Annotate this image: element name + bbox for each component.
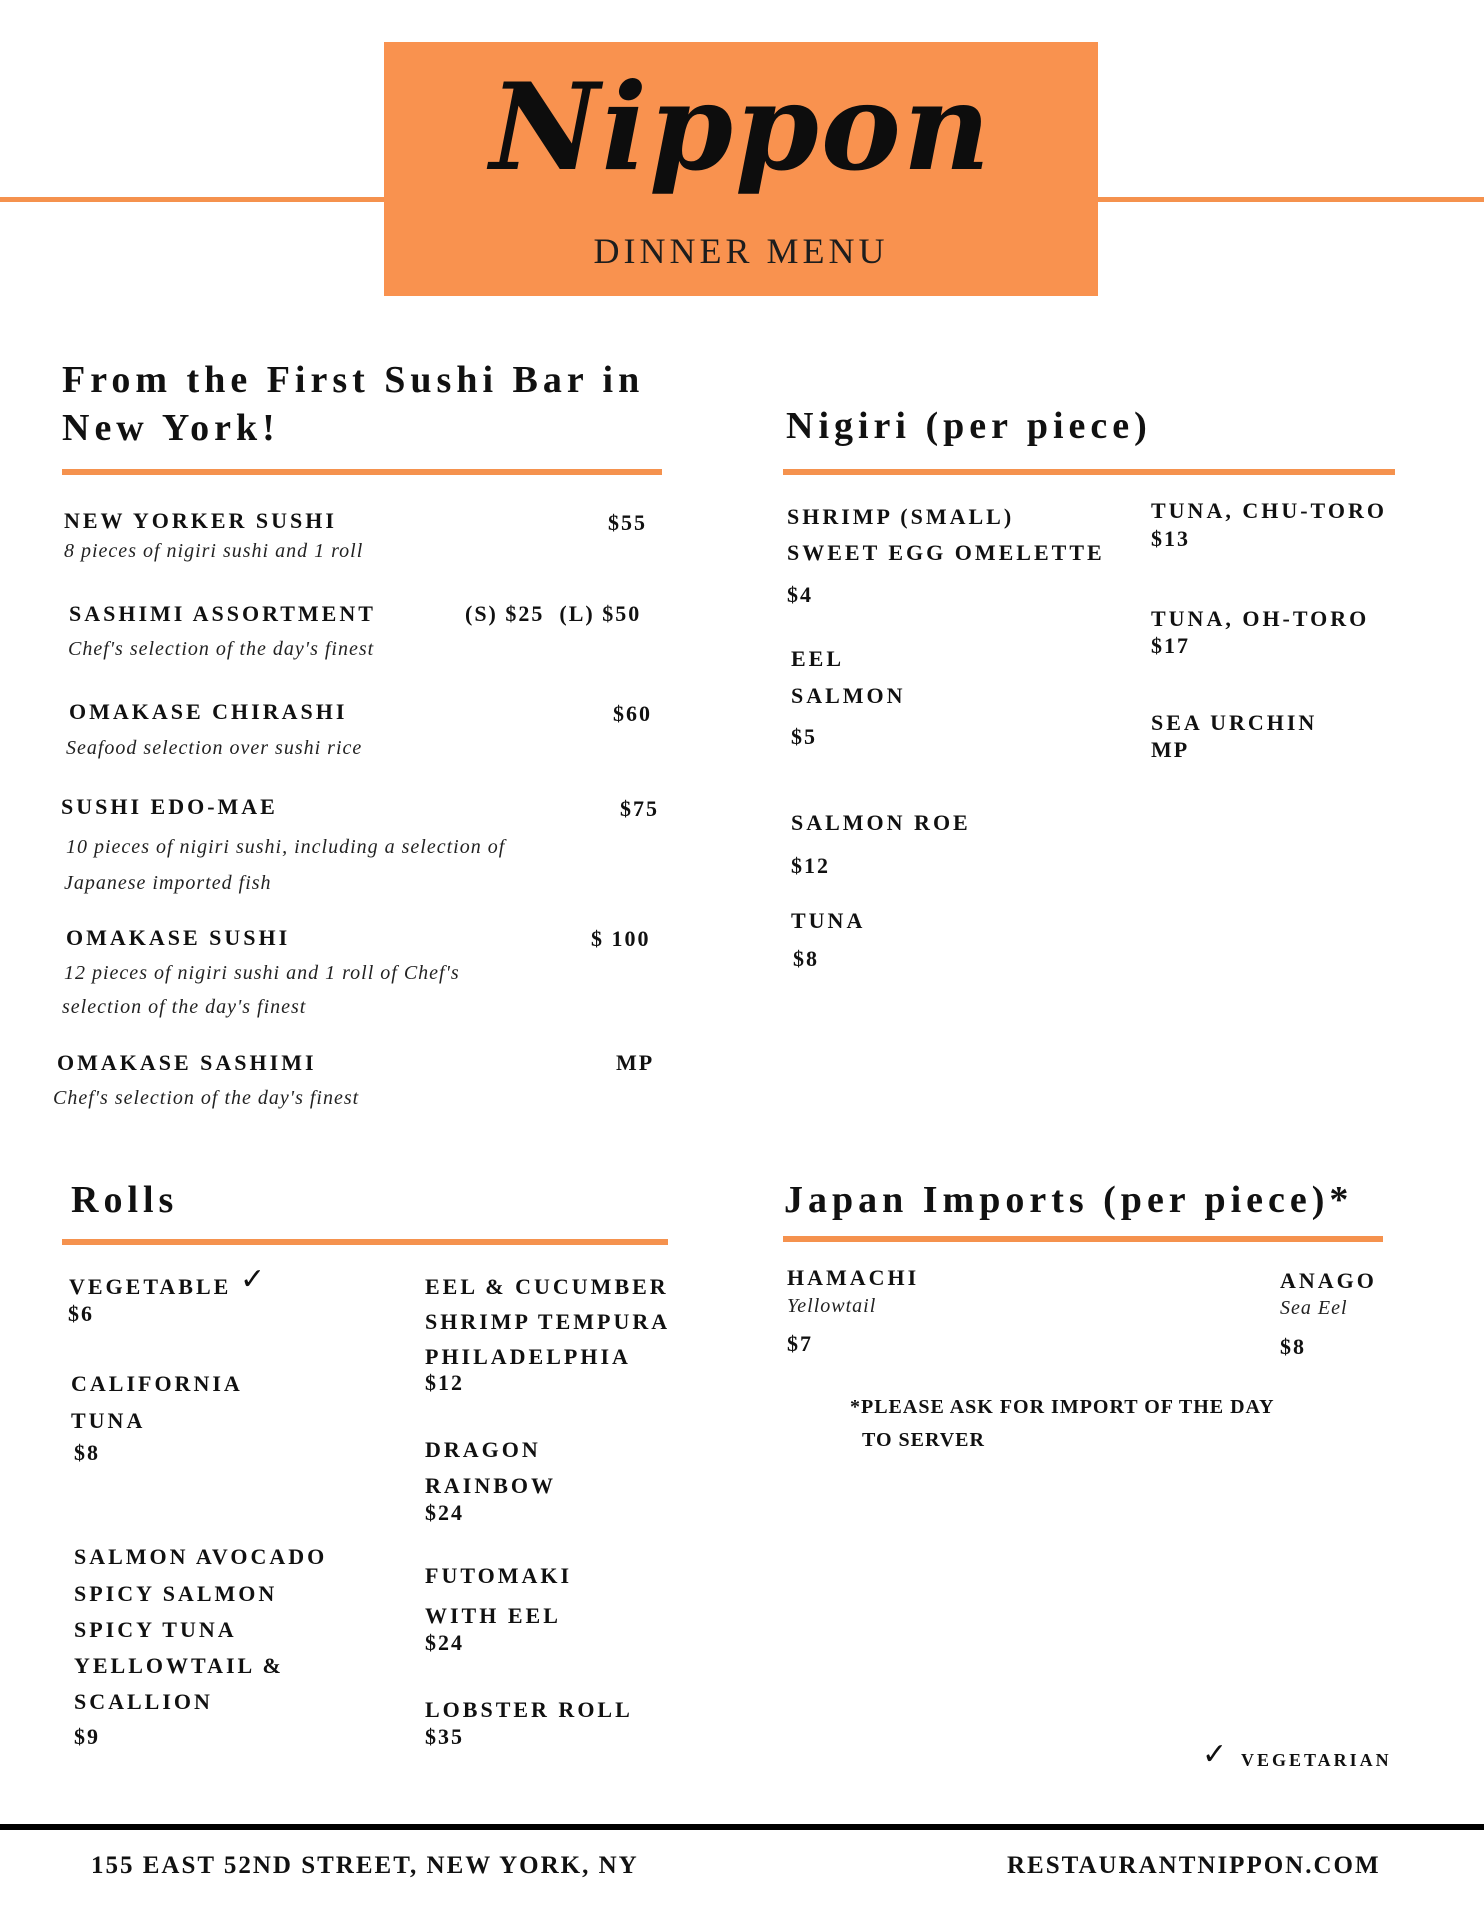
nigiri-item-price: $12: [791, 853, 830, 878]
menu-item-name: OMAKASE CHIRASHI: [69, 699, 348, 724]
nigiri-title: Nigiri (per piece): [786, 405, 1152, 447]
nigiri-item-name: SEA URCHIN: [1151, 710, 1318, 735]
imports-rule: [783, 1236, 1383, 1242]
menu-item-desc: Chef's selection of the day's finest: [53, 1087, 360, 1109]
menu-item-desc: Japanese imported fish: [64, 872, 272, 894]
menu-item-price: $55: [608, 510, 647, 535]
roll-item-price: $24: [425, 1630, 464, 1655]
footer-address: 155 EAST 52ND STREET, NEW YORK, NY: [91, 1852, 639, 1879]
nigiri-item-name: EEL: [791, 646, 845, 671]
roll-item-name: SPICY SALMON: [74, 1581, 278, 1606]
menu-item-desc: 10 pieces of nigiri sushi, including a selection of: [66, 836, 506, 858]
menu-item-name: SUSHI EDO-MAE: [61, 794, 278, 819]
menu-item-desc: Chef's selection of the day's finest: [68, 638, 375, 660]
menu-item-name: OMAKASE SASHIMI: [57, 1050, 317, 1075]
roll-item-name: RAINBOW: [425, 1473, 557, 1498]
import-note: TO SERVER: [862, 1429, 985, 1451]
nigiri-item-price: $4: [787, 582, 813, 607]
sushi-bar-title: From the First Sushi Bar in New York!: [62, 359, 645, 449]
roll-item-price: $12: [425, 1370, 464, 1395]
import-item-name: ANAGO: [1280, 1268, 1377, 1293]
footer-website: RESTAURANTNIPPON.COM: [1007, 1852, 1381, 1879]
import-note: *PLEASE ASK FOR IMPORT OF THE DAY: [850, 1396, 1275, 1418]
nigiri-item-price: $5: [791, 724, 817, 749]
roll-item-name: VEGETABLE: [69, 1274, 232, 1299]
menu-item-price: $60: [613, 701, 652, 726]
roll-item-price: $8: [74, 1440, 100, 1465]
roll-item-name: EEL & CUCUMBER: [425, 1274, 669, 1299]
roll-item-price: $6: [68, 1301, 94, 1326]
import-item-price: $8: [1280, 1334, 1306, 1359]
import-item-name: HAMACHI: [787, 1265, 920, 1290]
roll-item-price: $35: [425, 1724, 464, 1749]
menu-item-price: MP: [616, 1050, 655, 1075]
roll-item-name: PHILADELPHIA: [425, 1344, 631, 1369]
roll-item-name: LOBSTER ROLL: [425, 1697, 633, 1722]
nigiri-item-name: TUNA, CHU-TORO: [1151, 498, 1387, 523]
nigiri-item-price: MP: [1151, 737, 1190, 762]
roll-item-price: $9: [74, 1724, 100, 1749]
menu-item-price: $ 100: [591, 926, 651, 951]
roll-item-name: YELLOWTAIL &: [74, 1653, 284, 1678]
footer-rule: [0, 1824, 1484, 1830]
nigiri-item-price: $8: [793, 946, 819, 971]
nigiri-item-name: SALMON: [791, 683, 906, 708]
import-item-desc: Yellowtail: [787, 1295, 877, 1317]
nigiri-item-price: $17: [1151, 633, 1190, 658]
menu-subtitle: DINNER MENU: [593, 231, 889, 271]
menu-item-desc: Seafood selection over sushi rice: [66, 737, 363, 759]
nigiri-item-name: SWEET EGG OMELETTE: [787, 540, 1105, 565]
vegetarian-leaf-icon: ✓: [240, 1262, 266, 1297]
leaf-icon: ✓: [1202, 1737, 1228, 1772]
rolls-title: Rolls: [71, 1179, 179, 1221]
menu-item-name: OMAKASE SUSHI: [66, 925, 291, 950]
menu-item-name: NEW YORKER SUSHI: [64, 508, 337, 533]
roll-item-name: FUTOMAKI: [425, 1563, 573, 1588]
rolls-rule: [62, 1239, 668, 1245]
sushi-bar-rule: [62, 469, 662, 475]
legend-label: VEGETARIAN: [1241, 1750, 1392, 1770]
roll-item-name: SPICY TUNA: [74, 1617, 237, 1642]
roll-item-price: $24: [425, 1500, 464, 1525]
menu-item-price: $75: [620, 796, 659, 821]
menu-item-desc: 8 pieces of nigiri sushi and 1 roll: [64, 540, 364, 562]
header-rule-left: [0, 197, 384, 202]
roll-item-name: CALIFORNIA: [71, 1371, 243, 1396]
nigiri-item-name: TUNA: [791, 908, 866, 933]
roll-item-name: TUNA: [71, 1408, 146, 1433]
roll-item-name: SCALLION: [74, 1689, 213, 1714]
header-rule-right: [1098, 197, 1484, 202]
nigiri-item-price: $13: [1151, 526, 1190, 551]
roll-item-name: WITH EEL: [425, 1603, 561, 1628]
nigiri-rule: [783, 469, 1395, 475]
header-banner: [384, 42, 1098, 296]
roll-item-name: DRAGON: [425, 1437, 541, 1462]
nigiri-item-name: SALMON ROE: [791, 810, 971, 835]
nigiri-item-name: SHRIMP (SMALL): [787, 504, 1015, 529]
imports-title: Japan Imports (per piece)*: [784, 1179, 1354, 1221]
menu-item-desc: 12 pieces of nigiri sushi and 1 roll of Chef's: [64, 962, 460, 984]
roll-item-name: SALMON AVOCADO: [74, 1544, 328, 1569]
menu-item-price: (S) $25 (L) $50: [465, 601, 642, 626]
import-item-desc: Sea Eel: [1280, 1297, 1348, 1319]
menu-item-name: SASHIMI ASSORTMENT: [69, 601, 376, 626]
menu-item-desc: selection of the day's finest: [62, 996, 307, 1018]
restaurant-logo: Nippon: [489, 57, 993, 198]
import-item-price: $7: [787, 1331, 813, 1356]
roll-item-name: SHRIMP TEMPURA: [425, 1309, 671, 1334]
nigiri-item-name: TUNA, OH-TORO: [1151, 606, 1370, 631]
